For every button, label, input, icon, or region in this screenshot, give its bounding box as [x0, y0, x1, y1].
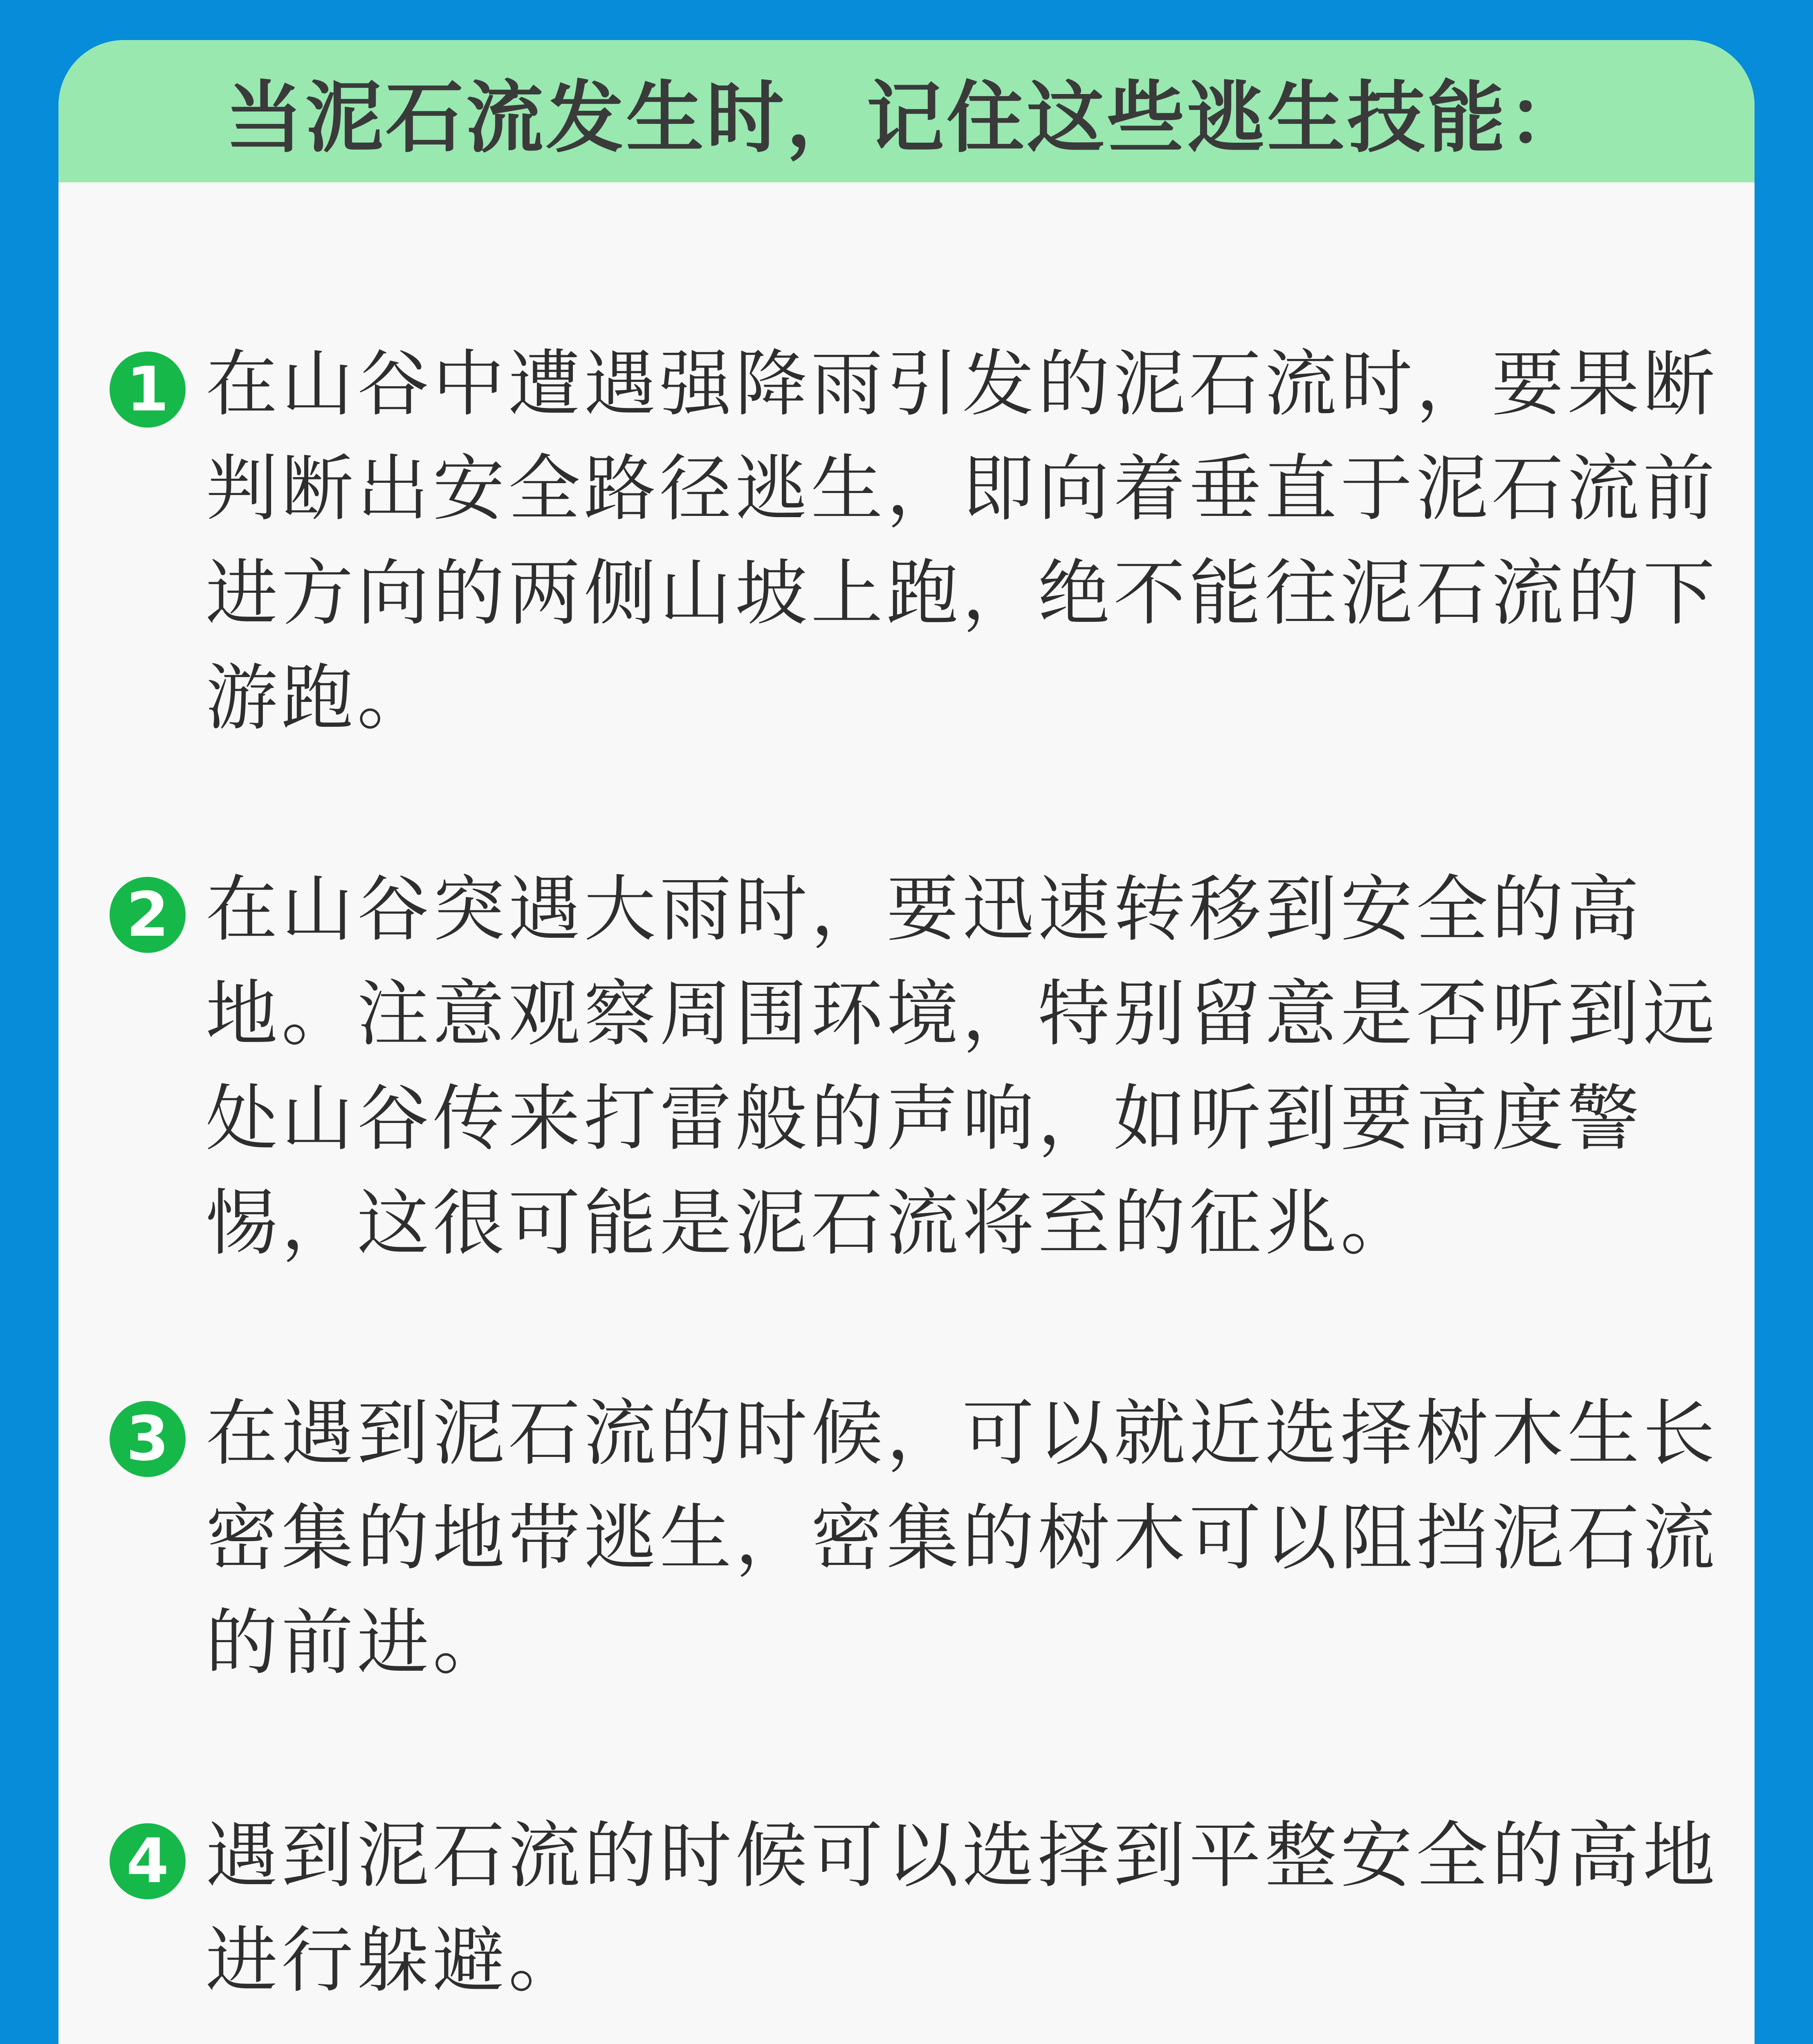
- tips-list: [58, 189, 1755, 2044]
- tip-text-2: 在山谷突遇大雨时，要迅速转移到安全的高地。注意观察周围环境，特别留意是否听到远处山谷传来打雷般的声响，如听到要高度警惕，这很可能是泥石流将至的征兆。: [206, 867, 1719, 1265]
- number-badge-3: 3: [110, 1401, 186, 1477]
- card-header: [58, 40, 1755, 182]
- number-badge-2: 2: [110, 877, 186, 953]
- tip-text-1: 在山谷中遭遇强降雨引发的泥石流时，要果断判断出安全路径逃生，即向着垂直于泥石流前进方向的两侧山坡上跑，绝不能往泥石流的下游跑。: [206, 342, 1719, 740]
- number-badge-4: 4: [110, 1823, 186, 1899]
- tips-card: [58, 40, 1755, 2044]
- tip-text-3: 在遇到泥石流的时候，可以就近选择树木生长密集的地带逃生，密集的树木可以阻挡泥石流的前进。: [206, 1392, 1719, 1685]
- page-title: 当泥石流发生时，记住这些逃生技能：: [225, 72, 1588, 163]
- number-badge-1: 1: [110, 352, 186, 428]
- tip-text-4: 遇到泥石流的时候可以选择到平整安全的高地进行躲避。: [206, 1814, 1719, 2002]
